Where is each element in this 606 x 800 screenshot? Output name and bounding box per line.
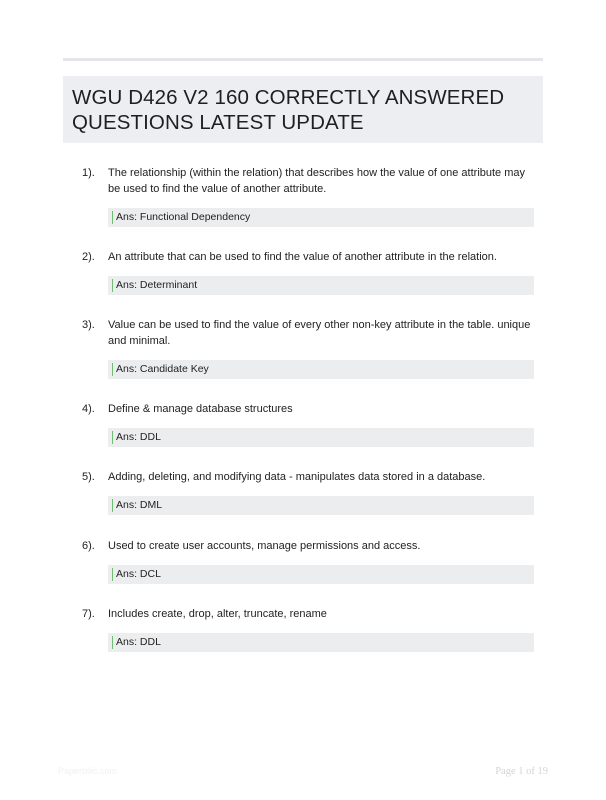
- question-text: The relationship (within the relation) that describes how the value of one attribute may be used to find the value of another attribute.: [108, 167, 526, 195]
- answer-box: [108, 428, 534, 447]
- answer-accent-bar: [112, 636, 113, 649]
- answer-text: Ans: DDL: [116, 431, 161, 443]
- answer-box: [108, 565, 534, 584]
- answer-box: [108, 208, 534, 227]
- question-number: 6).: [82, 540, 95, 552]
- document-title-banner: [63, 76, 543, 143]
- page-indicator: Page 1 of 19: [495, 766, 548, 777]
- question-number: 7).: [82, 608, 95, 620]
- answer-box: [108, 360, 534, 379]
- footer-watermark: Paperbliic.com: [58, 766, 118, 776]
- answer-accent-bar: [112, 279, 113, 292]
- answer-accent-bar: [112, 499, 113, 512]
- answer-accent-bar: [112, 363, 113, 376]
- question-number: 1).: [82, 167, 95, 179]
- answer-box: [108, 633, 534, 652]
- answer-accent-bar: [112, 431, 113, 444]
- question-text: Adding, deleting, and modifying data - manipulates data stored in a database.: [108, 471, 486, 483]
- answer-box: [108, 496, 534, 515]
- answer-box: [108, 276, 534, 295]
- question-number: 4).: [82, 403, 95, 415]
- answer-text: Ans: DCL: [116, 568, 161, 580]
- document-title-line-1: WGU D426 V2 160 CORRECTLY ANSWERED: [72, 86, 505, 109]
- top-divider: [63, 58, 543, 61]
- question-text: Define & manage database structures: [108, 403, 293, 415]
- document-title-line-2: QUESTIONS LATEST UPDATE: [72, 111, 364, 134]
- question-number: 3).: [82, 319, 95, 331]
- answer-text: Ans: DML: [116, 499, 163, 511]
- question-text: An attribute that can be used to find the value of another attribute in the relation.: [108, 251, 497, 263]
- question-number: 5).: [82, 471, 95, 483]
- answer-text: Ans: Candidate Key: [116, 363, 209, 375]
- question-text: Used to create user accounts, manage permissions and access.: [108, 540, 421, 552]
- question-text: Includes create, drop, alter, truncate, rename: [108, 608, 327, 620]
- question-text: Value can be used to find the value of every other non-key attribute in the table. unique and minimal.: [108, 319, 531, 347]
- answer-accent-bar: [112, 211, 113, 224]
- answer-text: Ans: Functional Dependency: [116, 211, 251, 223]
- answer-accent-bar: [112, 568, 113, 581]
- question-number: 2).: [82, 251, 95, 263]
- answer-text: Ans: DDL: [116, 636, 161, 648]
- answer-text: Ans: Determinant: [116, 279, 198, 291]
